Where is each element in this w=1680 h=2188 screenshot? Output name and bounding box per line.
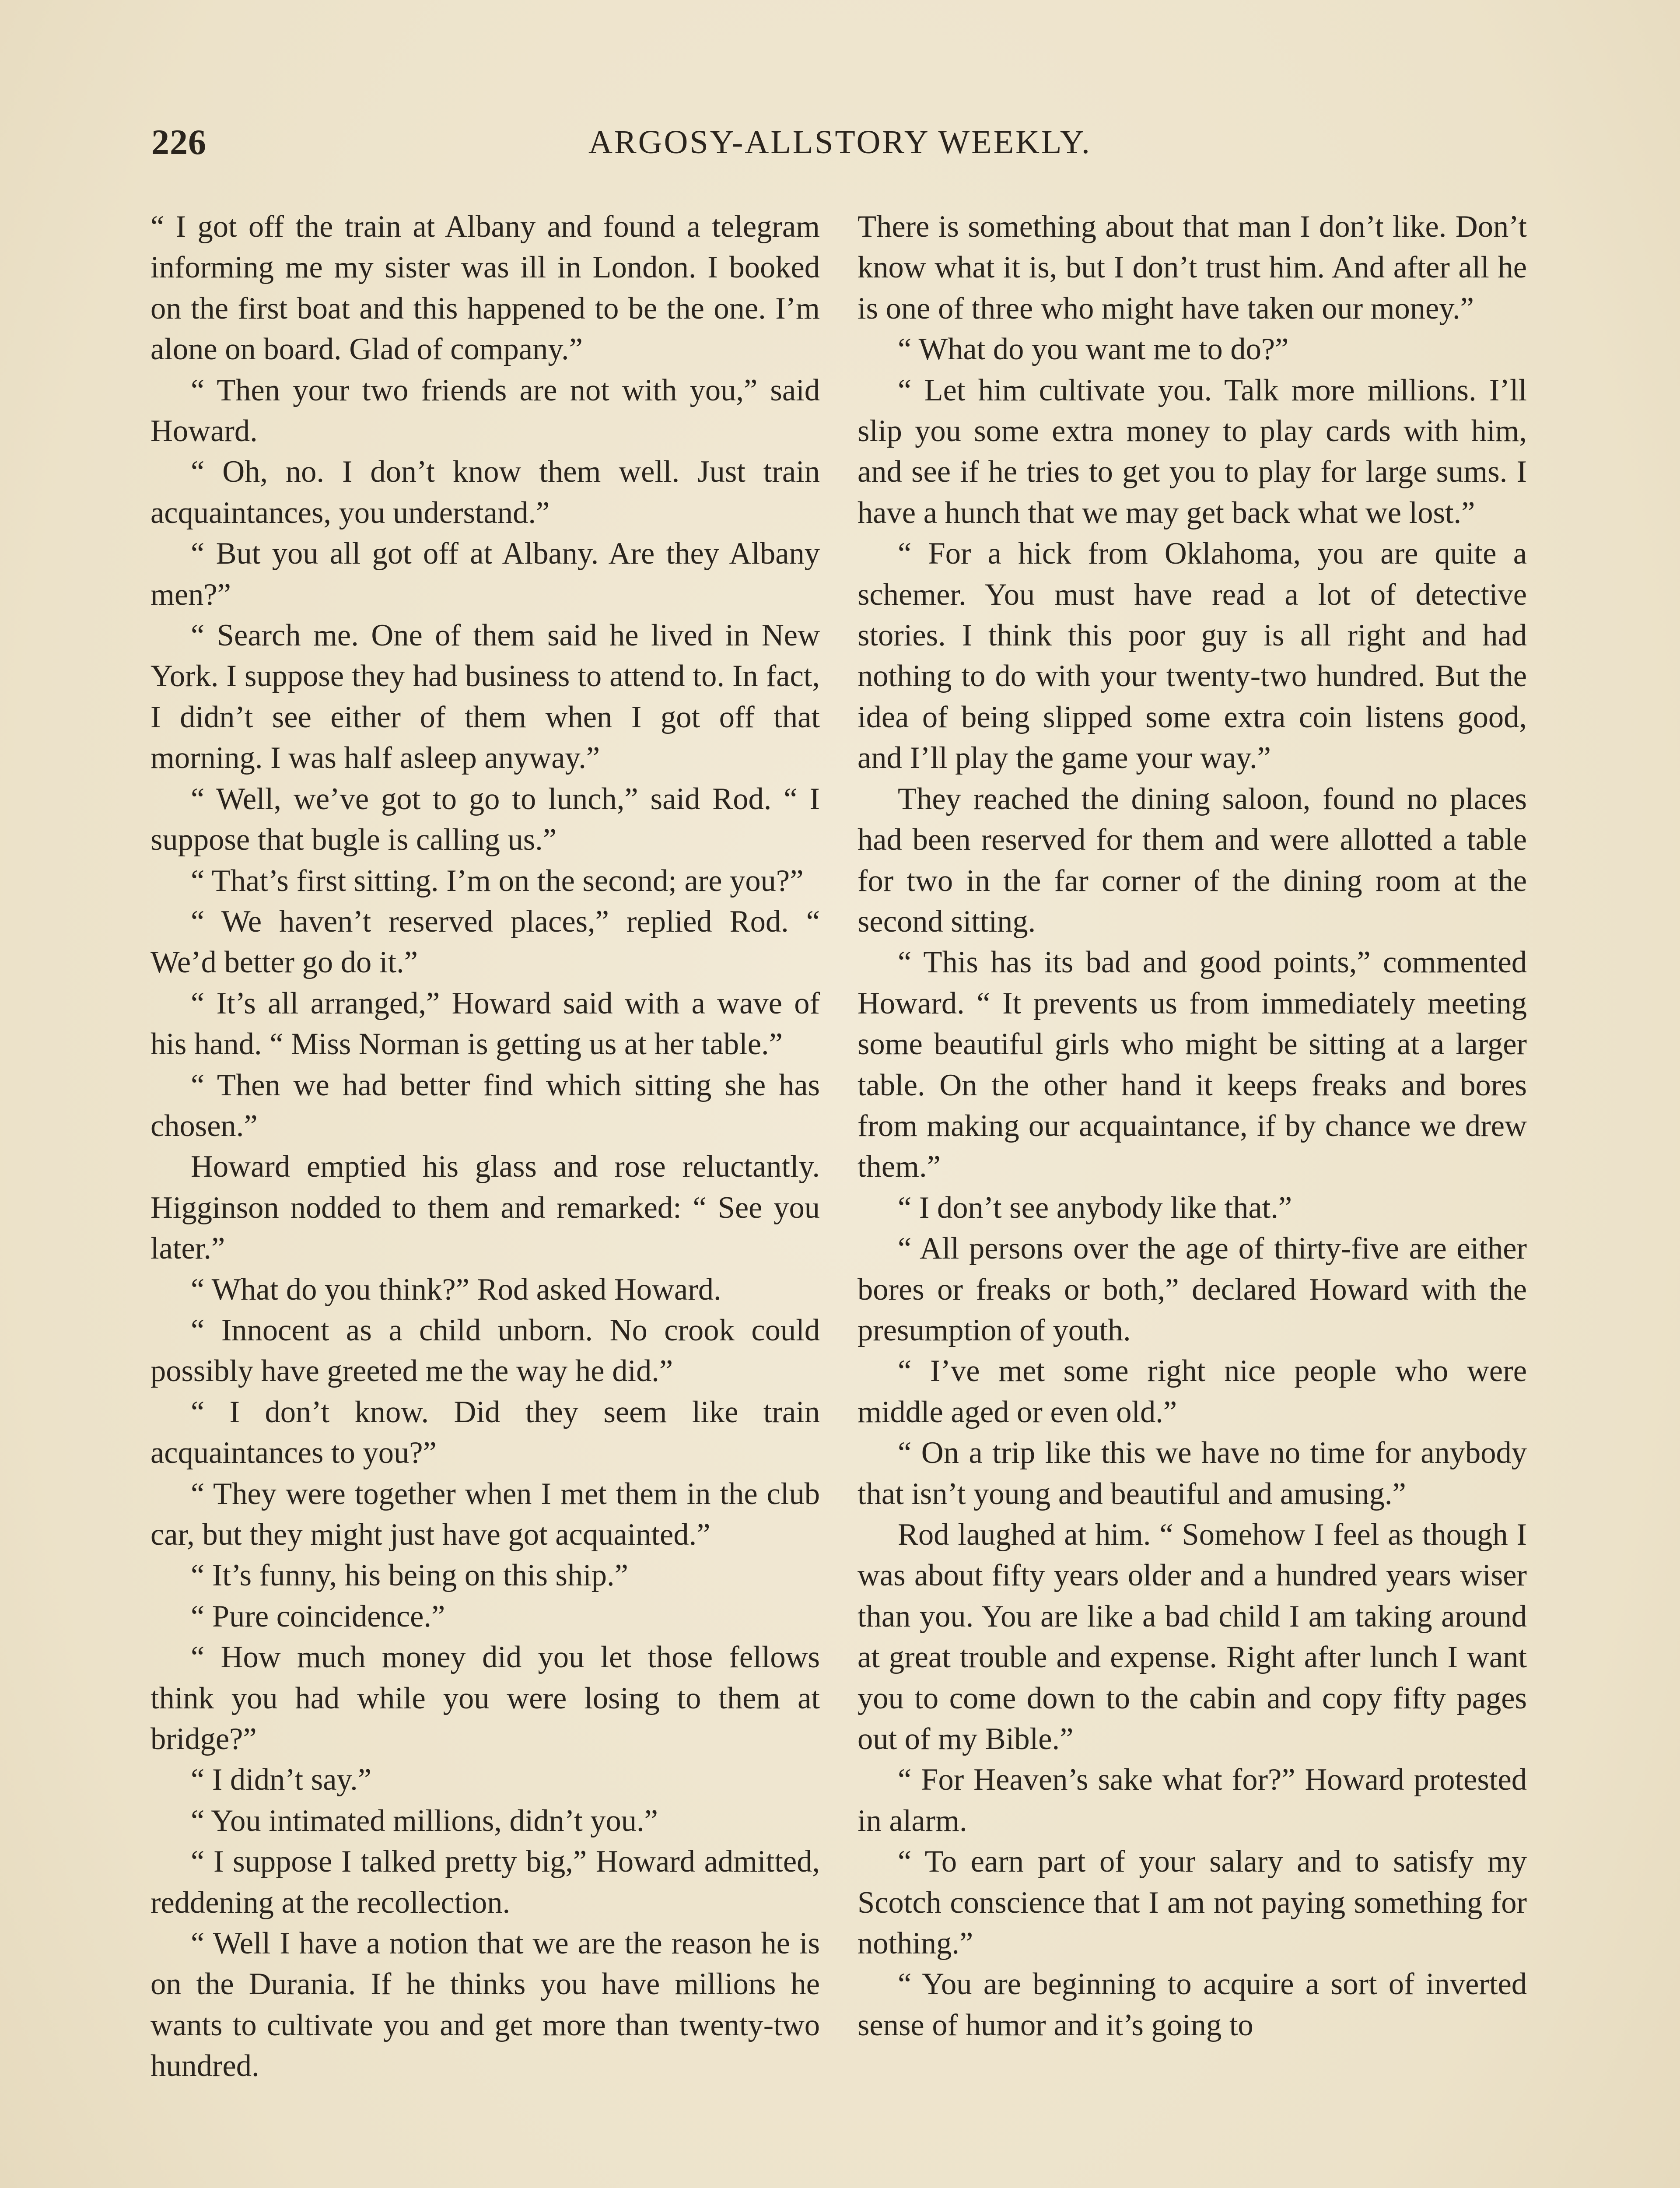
paragraph: “ For a hick from Oklahoma, you are quite a schemer. You must have read a lot of detective stories. I think this poor guy is all right and had nothing to do with your twenty-two hundred. But the idea of being slipped some extra coin listens good, and I’ll play the game your way.” <box>858 536 1527 775</box>
paragraph: “ I don’t see anybody like that.” <box>898 1190 1292 1225</box>
paragraph: “ I suppose I talked pretty big,” Howard admitted, reddening at the recollection. <box>150 1844 820 1920</box>
paragraph: “ It’s all arranged,” Howard said with a wave of his hand. “ Miss Norman is getting us at her table.” <box>150 986 820 1062</box>
paragraph: “ You intimated millions, didn’t you.” <box>191 1803 658 1838</box>
paragraph: “ Oh, no. I don’t know them well. Just train acquaintances, you understand.” <box>150 455 820 530</box>
paragraph: “ Then your two friends are not with you,” said Howard. <box>150 373 820 449</box>
paragraph: “ On a trip like this we have no time for anybody that isn’t young and beautiful and amusing.” <box>858 1436 1527 1511</box>
paragraph: “ It’s funny, his being on this ship.” <box>191 1558 628 1593</box>
paragraph: “ What do you think?” Rod asked Howard. <box>191 1272 721 1307</box>
paragraph: “ Well, we’ve got to go to lunch,” said Rod. “ I suppose that bugle is calling us.” <box>150 782 820 857</box>
paragraph: “ They were together when I met them in the club car, but they might just have got acquainted.” <box>150 1476 820 1552</box>
left-column <box>150 207 820 2087</box>
right-column <box>858 207 1527 2046</box>
paragraph: “ But you all got off at Albany. Are they Albany men?” <box>150 536 820 612</box>
paragraph: “ You are beginning to acquire a sort of inverted sense of humor and it’s going to <box>858 1967 1527 2042</box>
paragraph: Rod laughed at him. “ Somehow I feel as though I was about fifty years older and a hundred years wiser than you. You are like a bad child I am taking around at great trouble and expense. Right after lunch I want you to come down to the cabin and copy fifty pages out of my Bible.” <box>858 1518 1527 1757</box>
page-header <box>151 122 1529 174</box>
paragraph: “ Pure coincidence.” <box>191 1599 445 1634</box>
paragraph: “ How much money did you let those fellows think you had while you were losing to them at bridge?” <box>150 1640 820 1757</box>
paragraph: “ All persons over the age of thirty-five are either bores or freaks or both,” declared Howard with the presumption of youth. <box>858 1231 1527 1347</box>
running-head: ARGOSY-ALLSTORY WEEKLY. <box>588 124 1092 161</box>
paragraph: “ I didn’t say.” <box>191 1763 372 1797</box>
paragraph: There is something about that man I don’t like. Don’t know what it is, but I don’t trust him. And after all he is one of three who might have taken our money.” <box>858 210 1527 326</box>
paragraph: “ I got off the train at Albany and found a telegram informing me my sister was ill in London. I booked on the first boat and this happened to be the one. I’m alone on board. Glad of company.” <box>150 210 820 367</box>
paragraph: “ I’ve met some right nice people who were middle aged or even old.” <box>858 1354 1527 1429</box>
paragraph: They reached the dining saloon, found no places had been reserved for them and were allotted a table for two in the far corner of the dining room at the second sitting. <box>858 782 1527 939</box>
paragraph: “ What do you want me to do?” <box>898 332 1289 367</box>
paragraph: “ Search me. One of them said he lived in New York. I suppose they had business to attend to. In fact, I didn’t see either of them when I got off that morning. I was half asleep anyway.” <box>150 618 820 775</box>
paragraph: “ This has its bad and good points,” commented Howard. “ It prevents us from immediately meeting some beautiful girls who might be sitting at a larger table. On the other hand it keeps freaks and bores from making our acquaintance, if by chance we drew them.” <box>858 945 1527 1184</box>
paragraph: “ Innocent as a child unborn. No crook could possibly have greeted me the way he did.” <box>150 1313 820 1389</box>
paragraph: “ Well I have a notion that we are the reason he is on the Durania. If he thinks you have millions he wants to cultivate you and get more than twenty-two hundred. <box>150 1926 820 2083</box>
paragraph: “ For Heaven’s sake what for?” Howard protested in alarm. <box>858 1763 1527 1838</box>
paragraph: Howard emptied his glass and rose reluctantly. Higginson nodded to them and remarked: “ See you later.” <box>150 1150 820 1266</box>
paragraph: “ Let him cultivate you. Talk more millions. I’ll slip you some extra money to play cards with him, and see if he tries to get you to play for large sums. I have a hunch that we may get back what we lost.” <box>858 373 1527 530</box>
paragraph: “ That’s first sitting. I’m on the second; are you?” <box>191 863 804 898</box>
paragraph: “ To earn part of your salary and to satisfy my Scotch conscience that I am not paying something for nothing.” <box>858 1844 1527 1961</box>
page-number: 226 <box>151 122 206 162</box>
paragraph: “ Then we had better find which sitting she has chosen.” <box>150 1068 820 1143</box>
paragraph: “ I don’t know. Did they seem like train acquaintances to you?” <box>150 1395 820 1470</box>
paragraph: “ We haven’t reserved places,” replied Rod. “ We’d better go do it.” <box>150 904 820 980</box>
